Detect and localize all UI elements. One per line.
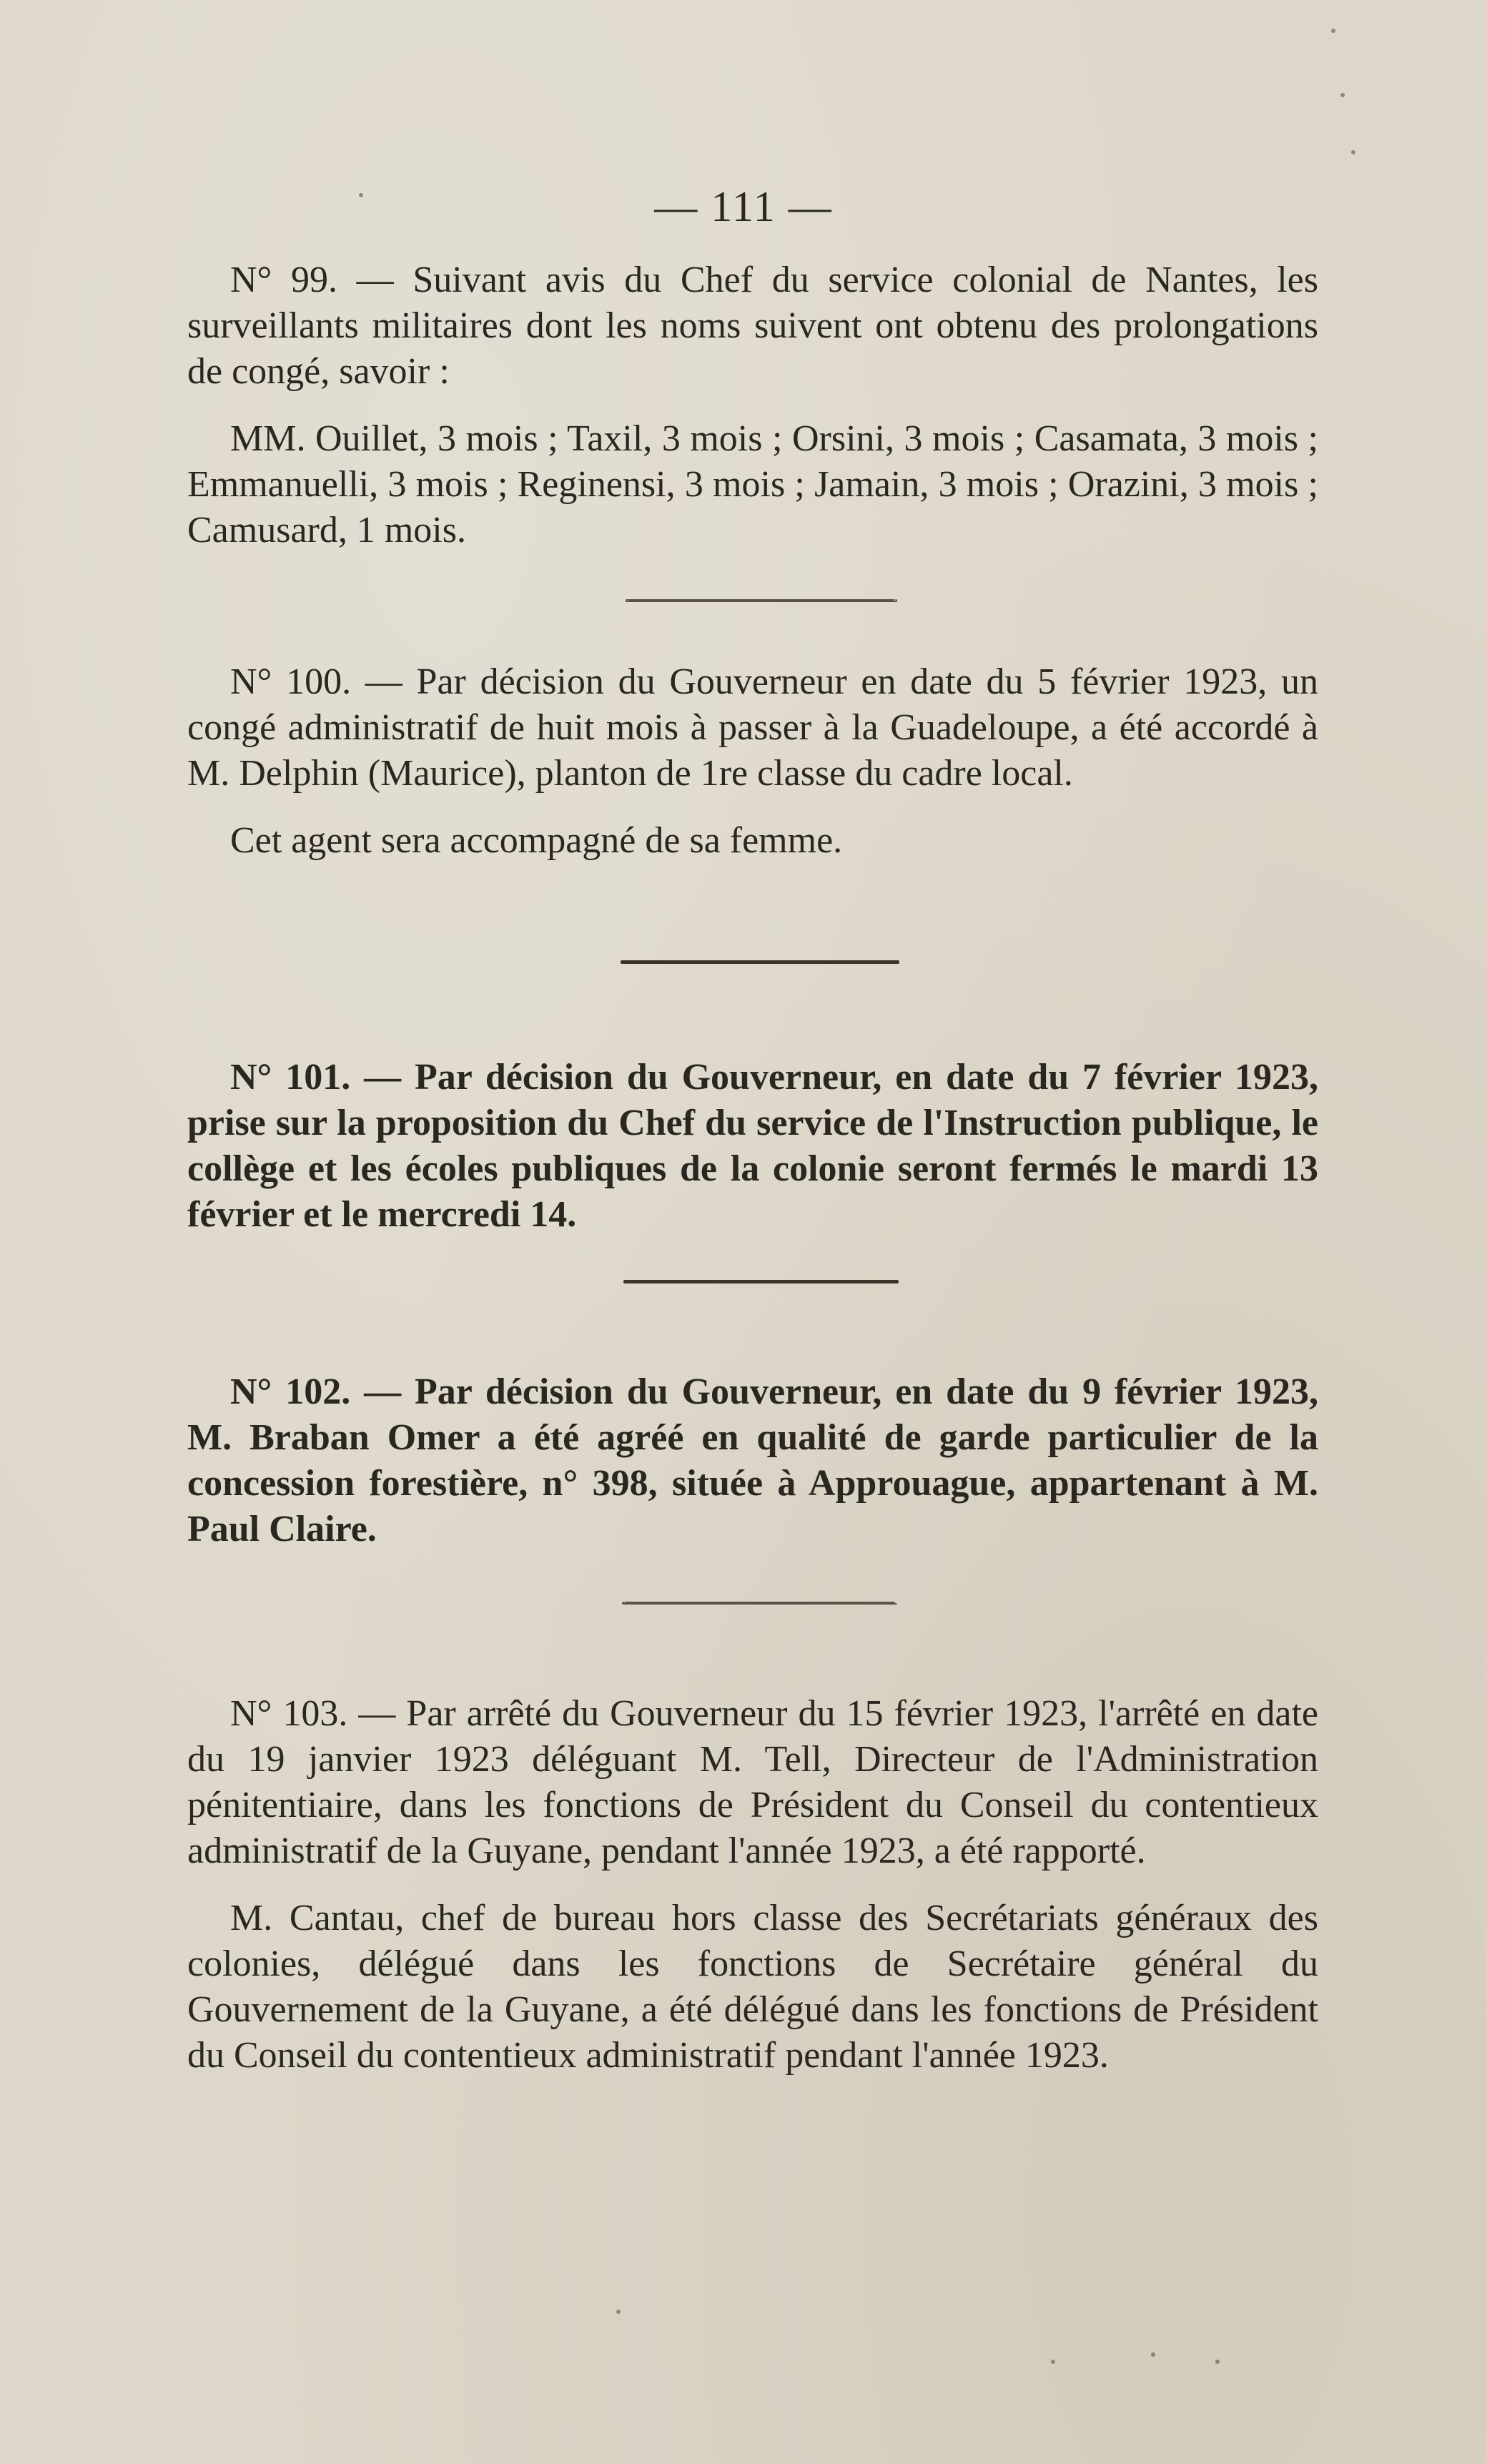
notice-100-text: N° 100. — Par décision du Gouverneur en date du 5 février 1923, un congé administratif de huit mois à passer à la Guadeloupe, a été accordé à M. Delphin (Maurice), planton de 1re classe du cadre local. (187, 661, 1318, 794)
scan-speck (1151, 2352, 1155, 2357)
scan-speck (1331, 29, 1335, 33)
notice-103 (187, 1691, 1318, 2079)
notice-101-text: N° 101. — Par décision du Gouverneur, en date du 7 février 1923, prise sur la proposition du Chef du service de l'Instruction publique, le collège et les écoles publiques de la colonie seront fermés le mardi 13 février et le mercredi 14. (187, 1057, 1318, 1235)
separator (626, 599, 897, 602)
notice-100 (187, 659, 1318, 864)
notice-102-text: N° 102. — Par décision du Gouverneur, en date du 9 février 1923, M. Braban Omer a été agréé en qualité de garde particulier de la concession forestière, n° 398, située à Approuague, appartenant à M. Paul Claire. (187, 1371, 1318, 1549)
notice-99 (187, 257, 1318, 553)
separator (623, 1280, 899, 1283)
scan-speck (1351, 150, 1355, 154)
scan-speck (1215, 2360, 1220, 2364)
notice-101 (187, 1055, 1318, 1238)
notice-99-names: MM. Ouillet, 3 mois ; Taxil, 3 mois ; Orsini, 3 mois ; Casamata, 3 mois ; Emmanuelli, 3 mois ; Reginensi, 3 mois ; Jamain, 3 mois ; Orazini, 3 mois ; Camusard, 1 mois. (187, 418, 1318, 551)
scan-speck (1051, 2360, 1055, 2364)
scan-speck (616, 2310, 621, 2314)
scan-speck (1340, 93, 1345, 97)
notice-103-text: N° 103. — Par arrêté du Gouverneur du 15 février 1923, l'arrêté en date du 19 janvier 1923 déléguant M. Tell, Directeur de l'Administration pénitentiaire, dans les fonctions de Président du Conseil du contentieux administratif de la Guyane, pendant l'année 1923, a été rapporté. (187, 1693, 1318, 1871)
separator (622, 1602, 897, 1605)
page-number: — 111 — (654, 183, 833, 230)
notice-102 (187, 1369, 1318, 1552)
notice-100-note: Cet agent sera accompagné de sa femme. (230, 820, 843, 861)
scan-speck (359, 193, 363, 197)
notice-103-second: M. Cantau, chef de bureau hors classe des Secrétariats généraux des colonies, délégué dans les fonctions de Secrétaire général du Gouvernement de la Guyane, a été délégué dans les fonctions de Président du Conseil du contentieux administratif pendant l'année 1923. (187, 1898, 1318, 2076)
notice-99-text: N° 99. — Suivant avis du Chef du service colonial de Nantes, les surveillants militaires dont les noms suivent ont obtenu des prolongations de congé, savoir : (187, 260, 1318, 392)
separator (621, 960, 899, 964)
